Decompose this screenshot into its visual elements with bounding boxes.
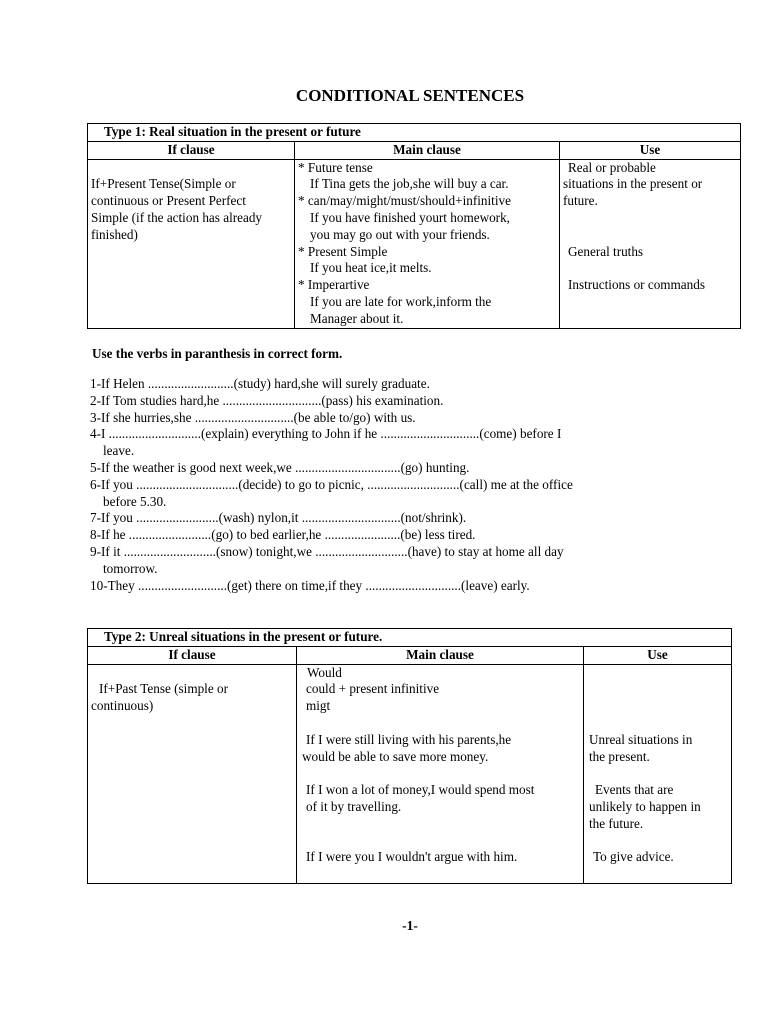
type1-main-line: * Imperartive [298,277,370,293]
exercise-list [90,376,730,594]
type2-table [87,628,732,884]
type1-use-line: Real or probable [568,159,656,175]
type2-use-cell [584,664,732,883]
type1-if-cell [88,159,295,328]
type1-table [87,123,741,329]
type1-use-line: Instructions or commands [568,277,705,293]
page-title: CONDITIONAL SENTENCES [295,86,525,105]
type2-if-line: If+Past Tense (simple or [99,681,228,697]
type1-main-line: * can/may/might/must/should+infinitive [298,193,511,209]
type1-use-line: General truths [568,243,644,259]
type1-use-line: future. [563,193,598,209]
exercise-line: 9-If it ............................(snow) tonight,we ............................(have) to stay at home all day [90,543,564,559]
type2-col-if: If clause [88,646,297,664]
exercise-line: 6-If you ...............................(decide) to go to picnic, ............................(call) me at the office [90,476,573,492]
exercise-line: 5-If the weather is good next week,we ................................(go) hunting. [90,459,470,475]
type1-main-line: * Future tense [298,159,373,175]
type2-main-line: If I were you I wouldn't argue with him. [306,849,518,865]
type2-use-line: Events that are [595,782,674,798]
type2-use-line: the future. [589,815,644,831]
type1-if-line: Simple (if the action has already [91,209,263,225]
type1-col-main: Main clause [295,141,560,159]
type1-use-line: situations in the present or [563,176,703,192]
type2-main-line: migt [306,698,331,714]
exercise-line: 3-If she hurries,she ..............................(be able to/go) with us. [90,409,416,425]
type2-if-cell [88,664,297,883]
type1-main-line: If you are late for work,inform the [310,293,492,309]
type2-main-line: could + present infinitive [306,681,440,697]
type1-if-line: finished) [91,226,138,242]
exercise-line: before 5.30. [103,493,167,509]
type1-if-line: If+Present Tense(Simple or [91,176,236,192]
type2-header: Type 2: Unreal situations in the present or future. [88,629,732,647]
type1-col-use: Use [560,141,741,159]
type2-col-use: Use [584,646,732,664]
exercise-line: leave. [103,443,135,459]
type1-main-line: If you heat ice,it melts. [310,260,432,276]
exercise-line: 8-If he .........................(go) to bed earlier,he .......................(be) less tired. [90,527,476,543]
type2-use-line: unlikely to happen in [589,798,701,814]
type1-main-line: you may go out with your friends. [310,226,490,242]
type2-use-line: To give advice. [593,849,674,865]
type2-main-line: If I won a lot of money,I would spend most [306,782,535,798]
type1-main-line: If Tina gets the job,she will buy a car. [310,176,509,192]
exercise-line: 2-If Tom studies hard,he ..............................(pass) his examination. [90,392,444,408]
type2-main-cell [297,664,584,883]
type2-if-line: continuous) [91,698,154,714]
exercise-heading: Use the verbs in paranthesis in correct form. [92,346,343,361]
exercise-line: 10-They ...........................(get) there on time,if they .............................(leave) early. [90,577,530,593]
exercise-line: 1-If Helen ..........................(study) hard,she will surely graduate. [90,376,430,391]
type2-main-line: If I were still living with his parents,he [306,731,512,747]
type2-main-line: would be able to save more money. [302,748,489,764]
type2-use-line: Unreal situations in [589,731,693,747]
type1-if-line: continuous or Present Perfect [91,193,246,209]
exercise-line: tomorrow. [103,560,158,576]
exercise-line: 4-I ............................(explain) everything to John if he ..............................(come) before I [90,426,562,442]
type1-col-if: If clause [88,141,295,159]
type2-col-main: Main clause [297,646,584,664]
type2-use-line: the present. [589,748,650,764]
exercise-line: 7-If you .........................(wash) nylon,it ..............................(not/shrink). [90,510,467,526]
type2-main-line: of it by travelling. [306,798,402,814]
type1-main-line: If you have finished yourt homework, [310,209,510,225]
type1-main-line: * Present Simple [298,243,388,259]
page-number: -1- [402,918,418,933]
type1-header: Type 1: Real situation in the present or future [88,124,741,142]
type1-main-cell [295,159,560,328]
type1-main-line: Manager about it. [310,310,404,326]
type2-main-line: Would [307,664,342,680]
type1-use-cell [560,159,741,328]
